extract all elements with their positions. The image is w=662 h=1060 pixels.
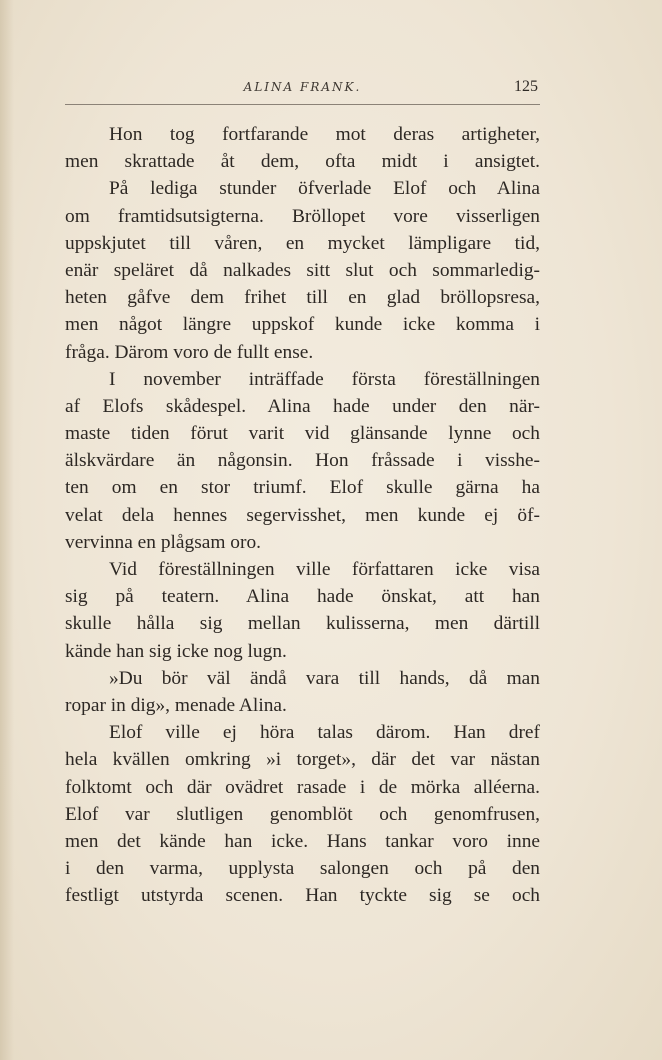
text-line: hela kvällen omkring »i torget», där det var nästan xyxy=(65,749,540,771)
text-line: På lediga stunder öfverlade Elof och Alina xyxy=(109,178,540,200)
running-title: ALINA FRANK. xyxy=(243,80,362,94)
text-line: kände han sig icke nog lugn. xyxy=(65,640,287,662)
text-line: fråga. Därom voro de fullt ense. xyxy=(65,341,314,363)
text-line: Hon tog fortfarande mot deras artigheter, xyxy=(109,124,540,145)
text-line: men något längre uppskof kunde icke komma i xyxy=(65,314,540,336)
text-line: velat dela hennes segervisshet, men kunde ej öf- xyxy=(65,504,540,526)
text-line: ten om en stor triumf. Elof skulle gärna ha xyxy=(65,477,540,499)
text-line: festligt utstyrda scenen. Han tyckte sig se och xyxy=(65,885,540,907)
text-line: Elof ville ej höra talas därom. Han dref xyxy=(109,722,540,744)
text-line: om framtidsutsigterna. Bröllopet vore visserligen xyxy=(65,205,540,227)
text-line: skulle hålla sig mellan kulisserna, men därtill xyxy=(65,613,540,635)
text-line: men skrattade åt dem, ofta midt i ansigtet. xyxy=(65,151,540,173)
page-gutter-shadow xyxy=(0,0,14,1060)
text-line: folktomt och där ovädret rasade i de mörka alléerna. xyxy=(65,776,540,798)
text-line: maste tiden förut varit vid glänsande lynne och xyxy=(65,423,540,445)
text-line: i den varma, upplysta salongen och på den xyxy=(65,858,540,880)
text-line: älskvärdare än någonsin. Hon fråssade i visshe- xyxy=(65,450,540,472)
page-number: 125 xyxy=(514,78,538,95)
text-line: Vid föreställningen ville författaren icke visa xyxy=(109,559,540,580)
text-line: I november inträffade första föreställningen xyxy=(109,368,540,390)
text-line: »Du bör väl ändå vara till hands, då man xyxy=(109,667,540,689)
body-text xyxy=(65,121,540,909)
text-line: heten gåfve dem frihet till en glad bröllopsresa, xyxy=(65,287,540,309)
header-rule xyxy=(65,104,540,105)
text-line: af Elofs skådespel. Alina hade under den när- xyxy=(65,395,540,417)
text-line: enär speläret då nalkades sitt slut och sommarledig- xyxy=(65,259,540,281)
page-header xyxy=(65,78,540,102)
text-line: uppskjutet till våren, en mycket lämpligare tid, xyxy=(65,232,540,254)
text-line: men det kände han icke. Hans tankar voro inne xyxy=(65,830,540,852)
text-line: Elof var slutligen genomblöt och genomfrusen, xyxy=(65,803,540,825)
text-line: vervinna en plågsam oro. xyxy=(65,531,261,553)
text-line: sig på teatern. Alina hade önskat, att han xyxy=(65,586,540,608)
text-line: ropar in dig», menade Alina. xyxy=(65,694,287,716)
